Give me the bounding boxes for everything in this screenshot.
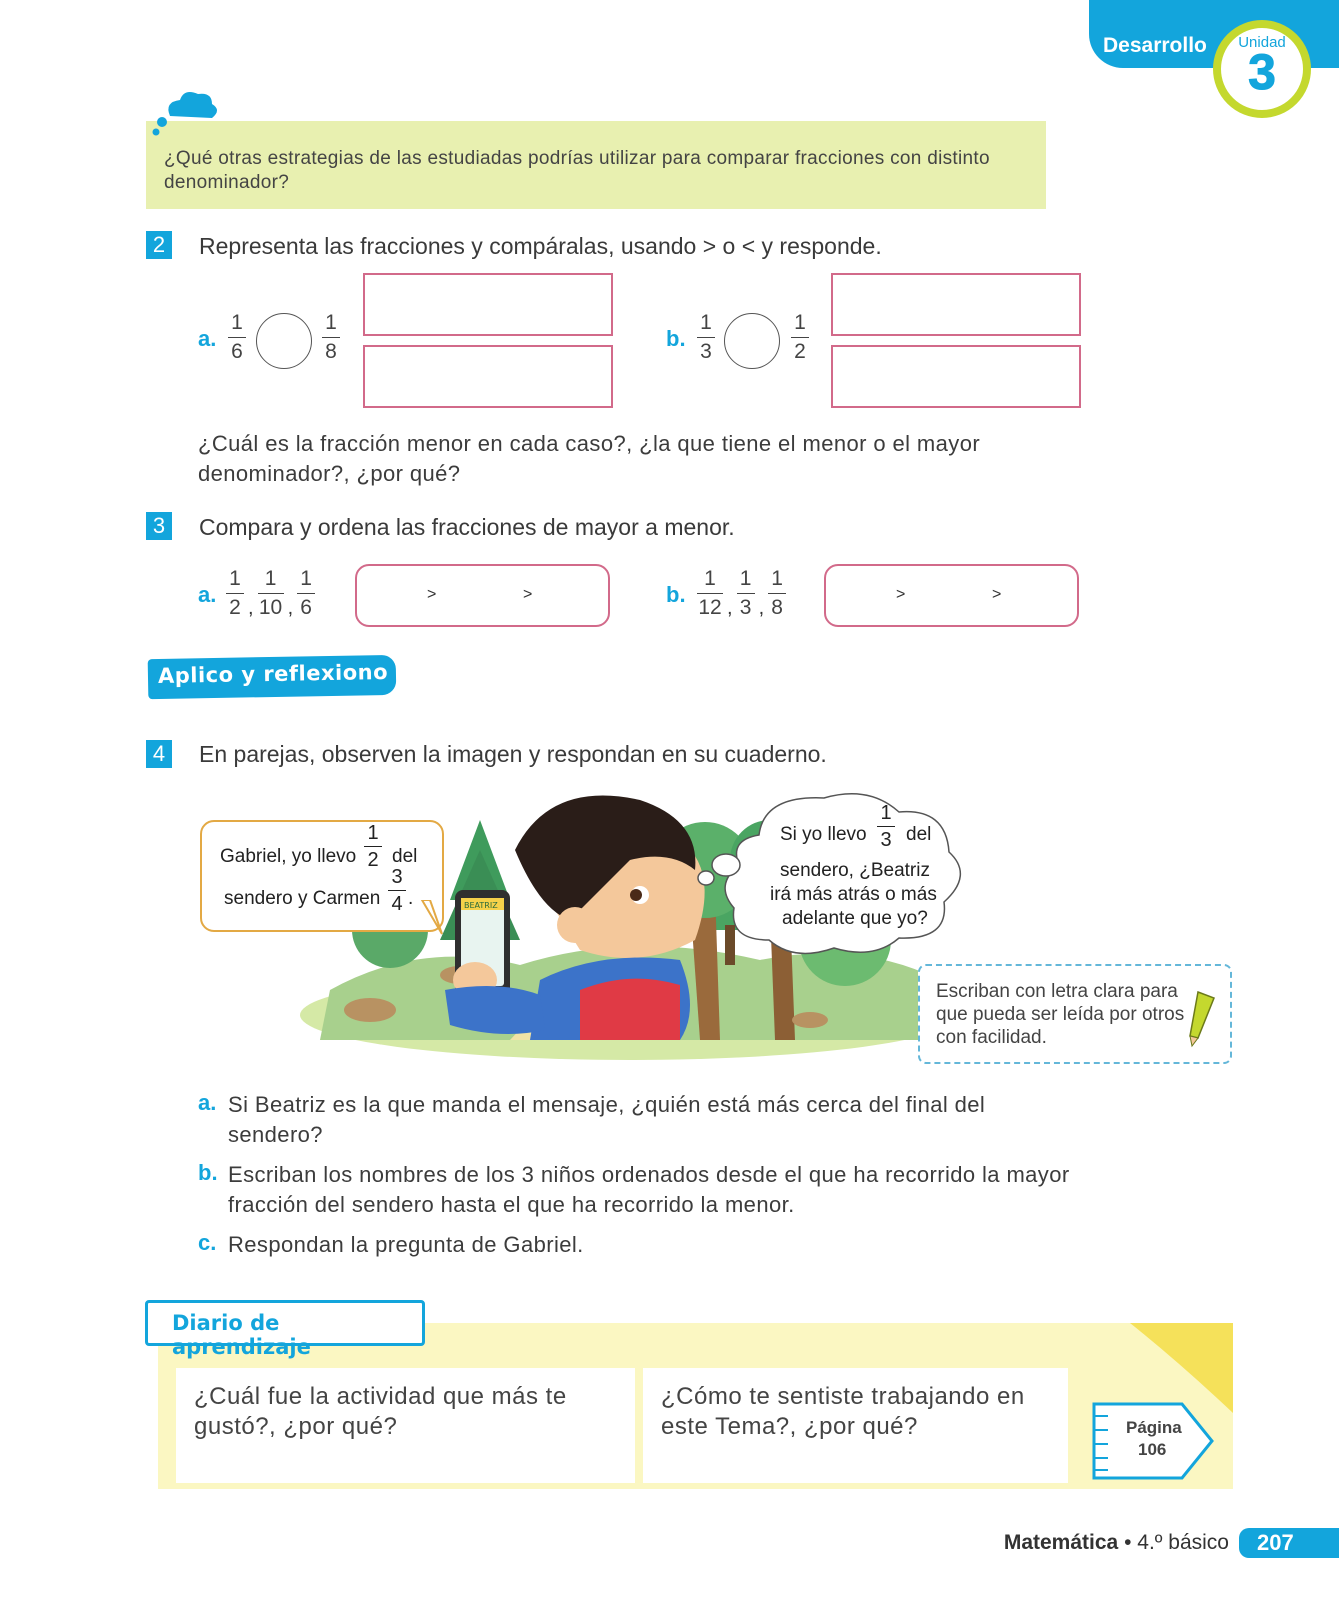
pencil-icon <box>1184 988 1218 1048</box>
fraction: $\frac{1}{8}$ <box>768 567 786 620</box>
tip-box <box>918 964 1232 1064</box>
reflection-box <box>146 121 1046 209</box>
bubble-text: . <box>408 888 414 909</box>
activity-statement: Compara y ordena las fracciones de mayor a menor. <box>199 514 735 540</box>
bubble-text: adelante que yo? <box>782 908 928 929</box>
order-answer-box[interactable] <box>355 564 610 627</box>
journal-question: ¿Cómo te sentiste trabajando en este Tema?, ¿por qué? <box>661 1383 1025 1440</box>
journal-question-card <box>643 1368 1068 1483</box>
thought-bubble-text <box>740 802 980 950</box>
item-label: b. <box>198 1160 218 1185</box>
greater-than-sign: > <box>992 586 1002 603</box>
fraction: $\frac{1}{2}$ <box>226 567 244 620</box>
numerator: 1 <box>325 311 337 334</box>
bubble-text: sendero, ¿Beatriz <box>780 860 930 881</box>
journal-title: Diario de aprendizaje <box>172 1311 311 1359</box>
activity-number: 4 <box>146 740 172 768</box>
footer-bullet: • <box>1124 1531 1132 1554</box>
item-label: a. <box>198 1090 217 1115</box>
fraction: 1 3 <box>877 802 895 851</box>
bubble-text: Si yo llevo <box>780 824 867 845</box>
bubble-text: del <box>906 824 932 845</box>
page-reference-label: Página <box>1126 1418 1182 1437</box>
fraction <box>228 311 246 364</box>
representation-box[interactable] <box>363 345 613 408</box>
item-text: Respondan la pregunta de Gabriel. <box>228 1232 584 1257</box>
numerator: 1 <box>231 311 243 334</box>
greater-than-sign: > <box>523 586 533 603</box>
item-label: a. <box>198 326 217 351</box>
numerator: 1 <box>794 311 806 334</box>
tip-text: Escriban con letra clara para que pueda ser leída por otros con facilidad. <box>936 981 1185 1048</box>
comparison-circle[interactable] <box>724 313 780 369</box>
journal-title-tag <box>145 1300 425 1359</box>
activity-statement: Representa las fracciones y compáralas, usando > o < y responde. <box>199 233 882 259</box>
fraction <box>322 311 340 364</box>
representation-box[interactable] <box>831 345 1081 408</box>
denominator: 6 <box>231 340 243 363</box>
fraction: $\frac{1}{10}$ <box>258 567 283 619</box>
separator: , <box>758 597 765 619</box>
unit-number: 3 <box>1248 44 1276 100</box>
fraction: 3 4 <box>388 866 406 915</box>
item-label: b. <box>666 582 686 607</box>
numerator: 1 <box>700 311 712 334</box>
unit-badge <box>1213 20 1311 118</box>
denominator: 8 <box>325 340 337 363</box>
representation-box[interactable] <box>363 273 613 336</box>
list-item <box>198 1230 1078 1260</box>
speech-bubble-left <box>200 820 444 932</box>
order-answer-box[interactable] <box>824 564 1079 627</box>
fraction: $\frac{1}{3}$ <box>737 567 755 620</box>
footer-grade: 4.º básico <box>1137 1531 1229 1554</box>
item-text: Si Beatriz es la que manda el mensaje, ¿quién está más cerca del final del sendero? <box>228 1092 986 1147</box>
fraction <box>791 311 809 364</box>
bubble-text: sendero y Carmen <box>224 888 381 909</box>
denominator: 2 <box>794 340 806 363</box>
separator: , <box>287 597 294 619</box>
comparison-circle[interactable] <box>256 313 312 369</box>
page-reference-tag[interactable] <box>1088 1400 1218 1482</box>
list-item <box>198 1160 1078 1220</box>
greater-than-sign: > <box>427 586 437 603</box>
separator: , <box>727 597 733 619</box>
unit-label: Unidad <box>1238 34 1286 51</box>
greater-than-sign: > <box>896 586 906 603</box>
activity-statement: En parejas, observen la imagen y respondan en su cuaderno. <box>199 741 827 767</box>
activity-question: ¿Cuál es la fracción menor en cada caso?, ¿la que tiene el menor o el mayor denominador?, ¿por qué? <box>198 431 981 486</box>
fraction: $\frac{1}{6}$ <box>297 567 315 620</box>
footer-text <box>1004 1531 1229 1555</box>
thought-cloud-icon <box>150 86 222 142</box>
phone-label: BEATRIZ <box>464 901 498 910</box>
fraction <box>697 311 715 364</box>
page-footer <box>1004 1528 1339 1558</box>
bubble-tail <box>420 900 450 940</box>
activity-number: 3 <box>146 512 172 540</box>
item-label: b. <box>666 326 686 351</box>
section-title: Desarrollo <box>1103 34 1207 57</box>
item-label: a. <box>198 582 217 607</box>
item-label: c. <box>198 1230 217 1255</box>
separator: , <box>248 597 254 619</box>
journal-question: ¿Cuál fue la actividad que más te gustó?, ¿por qué? <box>194 1383 567 1440</box>
bubble-text: del <box>392 846 418 867</box>
reflection-question: ¿Qué otras estrategias de las estudiadas podrías utilizar para comparar fracciones con distinto denominador? <box>164 148 990 193</box>
item-text: Escriban los nombres de los 3 niños ordenados desde el que ha recorrido la mayor fracción del sendero hasta el que ha recorrido la menor. <box>228 1162 1070 1217</box>
bubble-text: Gabriel, yo llevo <box>220 846 357 867</box>
fraction: $\frac{1}{12}$ <box>698 567 722 619</box>
representation-box[interactable] <box>831 273 1081 336</box>
activity-number: 2 <box>146 231 172 259</box>
item-list <box>198 1090 1078 1260</box>
list-item <box>198 1090 1078 1150</box>
journal-question-card <box>176 1368 635 1483</box>
fraction-list <box>697 567 786 620</box>
fraction-list <box>226 567 315 620</box>
fraction: 1 2 <box>364 822 382 871</box>
denominator: 3 <box>700 340 712 363</box>
bubble-text: irá más atrás o más <box>770 884 937 905</box>
page-number: 207 <box>1239 1528 1339 1558</box>
footer-subject: Matemática <box>1003 1531 1119 1554</box>
page-reference-number: 106 <box>1138 1440 1167 1459</box>
section-banner-title: Aplico y reflexiono <box>157 659 389 688</box>
section-banner <box>148 655 397 699</box>
